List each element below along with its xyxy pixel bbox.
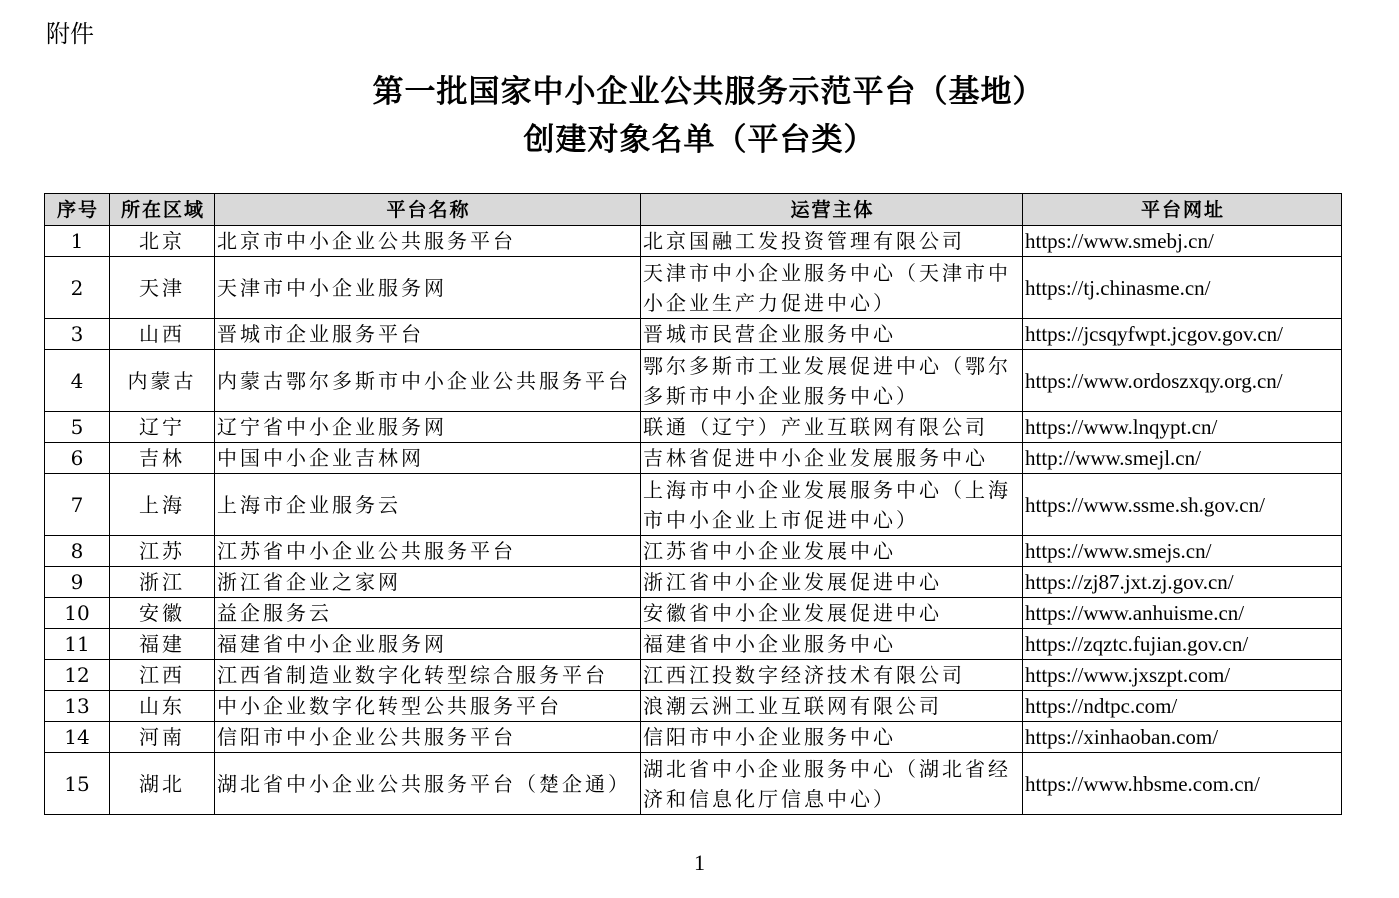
cell-seq: 4: [45, 350, 110, 412]
cell-seq: 11: [45, 629, 110, 660]
cell-region: 浙江: [110, 567, 215, 598]
cell-region: 江西: [110, 660, 215, 691]
cell-region: 江苏: [110, 536, 215, 567]
cell-url[interactable]: https://xinhaoban.com/: [1023, 722, 1342, 753]
cell-operator: 天津市中小企业服务中心（天津市中小企业生产力促进中心）: [641, 257, 1023, 319]
cell-seq: 6: [45, 443, 110, 474]
table-row: [45, 257, 1342, 319]
attachment-label: 附件: [46, 20, 94, 48]
cell-url[interactable]: http://www.smejl.cn/: [1023, 443, 1342, 474]
platform-roster-table: [44, 193, 1342, 815]
cell-seq: 15: [45, 753, 110, 815]
table-header-row: [45, 194, 1342, 226]
cell-region: 山西: [110, 319, 215, 350]
table-row: [45, 226, 1342, 257]
cell-region: 山东: [110, 691, 215, 722]
cell-operator: 上海市中小企业发展服务中心（上海市中小企业上市促进中心）: [641, 474, 1023, 536]
cell-url[interactable]: https://www.jxszpt.com/: [1023, 660, 1342, 691]
cell-platform-name: 江西省制造业数字化转型综合服务平台: [215, 660, 641, 691]
cell-operator: 晋城市民营企业服务中心: [641, 319, 1023, 350]
cell-seq: 8: [45, 536, 110, 567]
cell-platform-name: 信阳市中小企业公共服务平台: [215, 722, 641, 753]
cell-region: 天津: [110, 257, 215, 319]
table-row: [45, 629, 1342, 660]
cell-platform-name: 中国中小企业吉林网: [215, 443, 641, 474]
cell-operator: 信阳市中小企业服务中心: [641, 722, 1023, 753]
cell-operator: 江西江投数字经济技术有限公司: [641, 660, 1023, 691]
table-row: [45, 474, 1342, 536]
cell-seq: 7: [45, 474, 110, 536]
cell-url[interactable]: https://zqztc.fujian.gov.cn/: [1023, 629, 1342, 660]
table-row: [45, 536, 1342, 567]
table-row: [45, 350, 1342, 412]
cell-seq: 10: [45, 598, 110, 629]
cell-seq: 3: [45, 319, 110, 350]
table-row: [45, 443, 1342, 474]
cell-region: 福建: [110, 629, 215, 660]
cell-seq: 2: [45, 257, 110, 319]
header-url: 平台网址: [1023, 194, 1342, 226]
cell-operator: 浙江省中小企业发展促进中心: [641, 567, 1023, 598]
cell-platform-name: 浙江省企业之家网: [215, 567, 641, 598]
document-title-line1: 第一批国家中小企业公共服务示范平台（基地）: [372, 74, 1045, 110]
cell-seq: 9: [45, 567, 110, 598]
cell-seq: 12: [45, 660, 110, 691]
cell-platform-name: 天津市中小企业服务网: [215, 257, 641, 319]
table-row: [45, 567, 1342, 598]
cell-region: 安徽: [110, 598, 215, 629]
table-row: [45, 753, 1342, 815]
cell-seq: 1: [45, 226, 110, 257]
cell-url[interactable]: https://www.hbsme.com.cn/: [1023, 753, 1342, 815]
cell-seq: 5: [45, 412, 110, 443]
cell-operator: 福建省中小企业服务中心: [641, 629, 1023, 660]
cell-url[interactable]: https://www.anhuisme.cn/: [1023, 598, 1342, 629]
cell-operator: 鄂尔多斯市工业发展促进中心（鄂尔多斯市中小企业服务中心）: [641, 350, 1023, 412]
table-row: [45, 598, 1342, 629]
table-row: [45, 691, 1342, 722]
cell-url[interactable]: https://zj87.jxt.zj.gov.cn/: [1023, 567, 1342, 598]
cell-operator: 安徽省中小企业发展促进中心: [641, 598, 1023, 629]
header-platform-name: 平台名称: [215, 194, 641, 226]
cell-region: 内蒙古: [110, 350, 215, 412]
table-row: [45, 319, 1342, 350]
cell-url[interactable]: https://tj.chinasme.cn/: [1023, 257, 1342, 319]
cell-platform-name: 益企服务云: [215, 598, 641, 629]
cell-platform-name: 内蒙古鄂尔多斯市中小企业公共服务平台: [215, 350, 641, 412]
cell-region: 湖北: [110, 753, 215, 815]
table-row: [45, 412, 1342, 443]
cell-seq: 13: [45, 691, 110, 722]
cell-operator: 湖北省中小企业服务中心（湖北省经济和信息化厅信息中心）: [641, 753, 1023, 815]
cell-region: 吉林: [110, 443, 215, 474]
cell-url[interactable]: https://ndtpc.com/: [1023, 691, 1342, 722]
cell-url[interactable]: https://www.lnqypt.cn/: [1023, 412, 1342, 443]
cell-platform-name: 湖北省中小企业公共服务平台（楚企通）: [215, 753, 641, 815]
cell-url[interactable]: https://www.smejs.cn/: [1023, 536, 1342, 567]
cell-platform-name: 福建省中小企业服务网: [215, 629, 641, 660]
header-seq: 序号: [45, 194, 110, 226]
header-operator: 运营主体: [641, 194, 1023, 226]
cell-platform-name: 江苏省中小企业公共服务平台: [215, 536, 641, 567]
table-row: [45, 722, 1342, 753]
cell-region: 上海: [110, 474, 215, 536]
cell-platform-name: 北京市中小企业公共服务平台: [215, 226, 641, 257]
cell-platform-name: 上海市企业服务云: [215, 474, 641, 536]
page-number: 1: [694, 850, 705, 875]
cell-operator: 吉林省促进中小企业发展服务中心: [641, 443, 1023, 474]
header-region: 所在区域: [110, 194, 215, 226]
table-row: [45, 660, 1342, 691]
cell-seq: 14: [45, 722, 110, 753]
cell-url[interactable]: https://jcsqyfwpt.jcgov.gov.cn/: [1023, 319, 1342, 350]
cell-region: 辽宁: [110, 412, 215, 443]
cell-url[interactable]: https://www.smebj.cn/: [1023, 226, 1342, 257]
cell-operator: 浪潮云洲工业互联网有限公司: [641, 691, 1023, 722]
cell-region: 北京: [110, 226, 215, 257]
document-title-line2: 创建对象名单（平台类）: [523, 122, 876, 158]
cell-operator: 江苏省中小企业发展中心: [641, 536, 1023, 567]
cell-url[interactable]: https://www.ordoszxqy.org.cn/: [1023, 350, 1342, 412]
cell-platform-name: 辽宁省中小企业服务网: [215, 412, 641, 443]
cell-platform-name: 晋城市企业服务平台: [215, 319, 641, 350]
cell-url[interactable]: https://www.ssme.sh.gov.cn/: [1023, 474, 1342, 536]
cell-platform-name: 中小企业数字化转型公共服务平台: [215, 691, 641, 722]
cell-operator: 联通（辽宁）产业互联网有限公司: [641, 412, 1023, 443]
cell-operator: 北京国融工发投资管理有限公司: [641, 226, 1023, 257]
cell-region: 河南: [110, 722, 215, 753]
